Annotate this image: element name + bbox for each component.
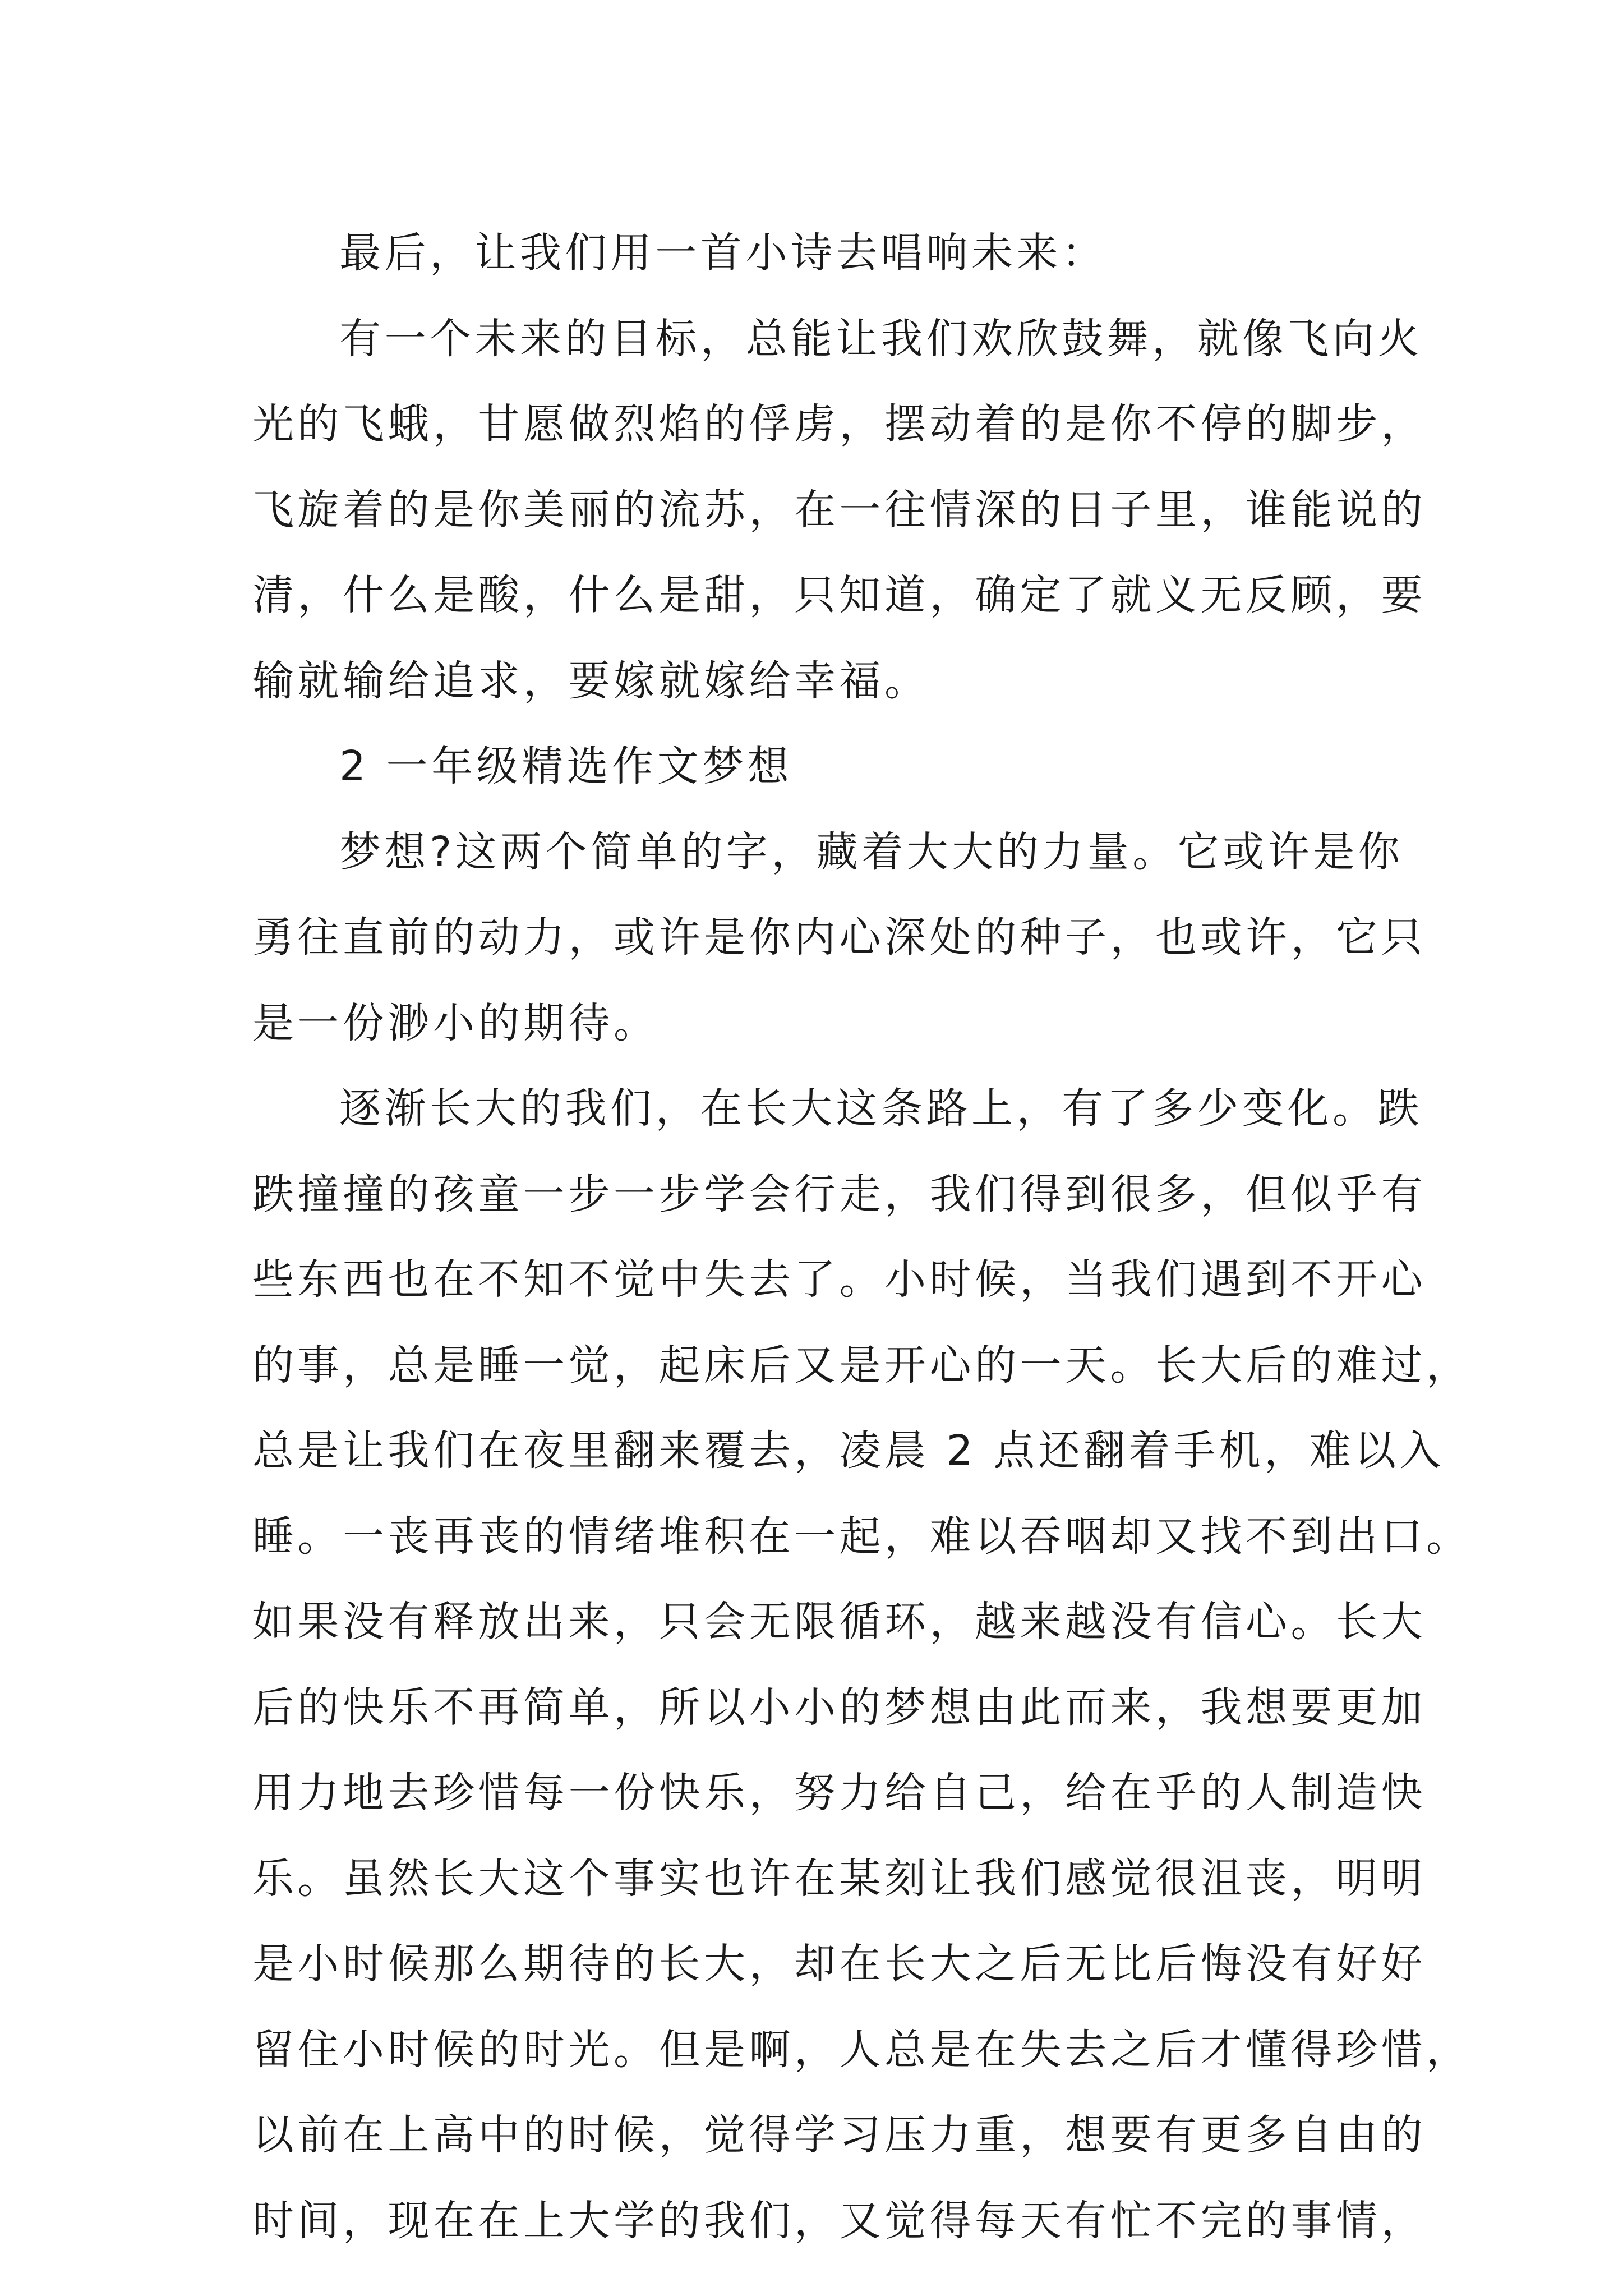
text-line: 是一份渺小的期待。 (252, 999, 659, 1047)
text-line: 2 一年级精选作文梦想 (339, 742, 793, 790)
text-line: 清，什么是酸，什么是甜，只知道，确定了就义无反顾，要 (252, 571, 1426, 619)
text-line: 梦想?这两个简单的字，藏着大大的力量。它或许是你 (339, 827, 1404, 876)
text-line: 用力地去珍惜每一份快乐，努力给自己，给在乎的人制造快 (252, 1769, 1426, 1817)
text-line: 勇往直前的动力，或许是你内心深处的种子，也或许，它只 (252, 913, 1426, 961)
text-line: 最后，让我们用一首小诗去唱响未来： (339, 229, 1107, 277)
text-line: 睡。一丧再丧的情绪堆积在一起，难以吞咽却又找不到出口。 (252, 1512, 1472, 1561)
text-line: 留住小时候的时光。但是啊，人总是在失去之后才懂得珍惜， (252, 2025, 1472, 2074)
text-line: 光的飞蛾，甘愿做烈焰的俘虏，摆动着的是你不停的脚步， (252, 400, 1426, 448)
text-line: 有一个未来的目标，总能让我们欢欣鼓舞，就像飞向火 (339, 314, 1423, 363)
text-line: 是小时候那么期待的长大，却在长大之后无比后悔没有好好 (252, 1940, 1426, 1988)
text-line: 总是让我们在夜里翻来覆去，凌晨 2 点还翻着手机，难以入 (252, 1427, 1445, 1475)
text-line: 的事，总是睡一觉，起床后又是开心的一天。长大后的难过， (252, 1341, 1472, 1389)
text-line: 以前在上高中的时候，觉得学习压力重，想要有更多自由的 (252, 2111, 1426, 2159)
text-line: 时间，现在在上大学的我们，又觉得每天有忙不完的事情， (252, 2196, 1426, 2245)
text-line: 乐。虽然长大这个事实也许在某刻让我们感觉很沮丧，明明 (252, 1854, 1426, 1903)
text-line: 跌撞撞的孩童一步一步学会行走，我们得到很多，但似乎有 (252, 1170, 1426, 1218)
text-line: 逐渐长大的我们，在长大这条路上，有了多少变化。跌 (339, 1084, 1423, 1133)
text-line: 输就输给追求，要嫁就嫁给幸福。 (252, 656, 930, 705)
text-line: 些东西也在不知不觉中失去了。小时候，当我们遇到不开心 (252, 1255, 1426, 1304)
document-body (252, 210, 1472, 2263)
text-line: 后的快乐不再简单，所以小小的梦想由此而来，我想要更加 (252, 1683, 1426, 1732)
text-line: 如果没有释放出来，只会无限循环，越来越没有信心。长大 (252, 1598, 1426, 1646)
text-line: 飞旋着的是你美丽的流苏，在一往情深的日子里，谁能说的 (252, 485, 1426, 534)
